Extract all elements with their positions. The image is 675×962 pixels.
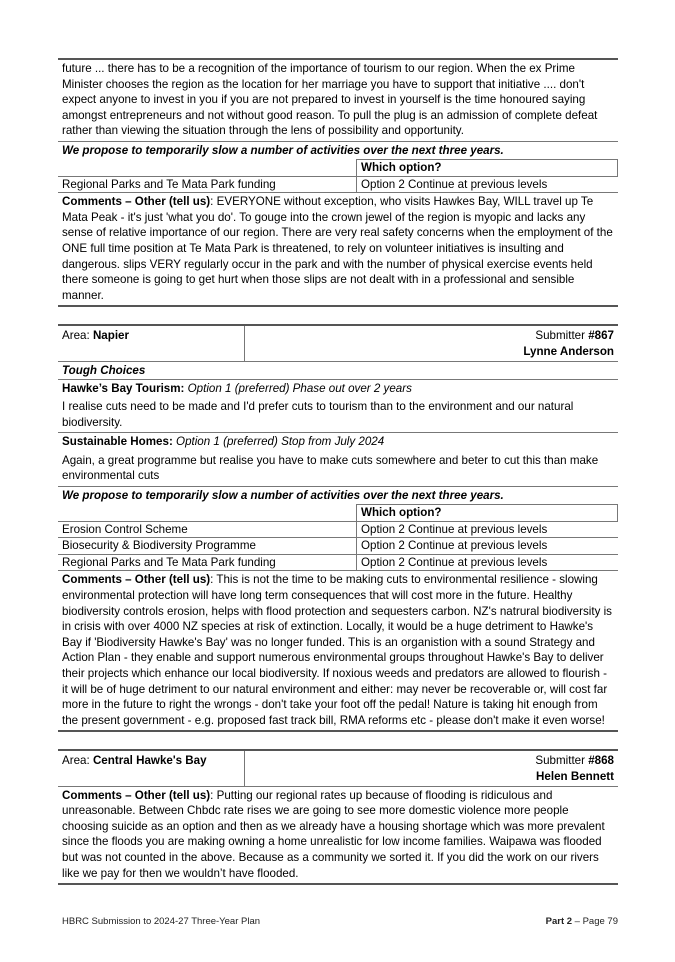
comments-text: : This is not the time to be making cuts to environmental resilience - slowing environmental protection will have long term consequences that will cost more in the future. Healthy biodiversity controls erosion, helps with flood protection and sequesters carbon. NZ's natrural biodiversity is in crisis with over 4000 NZ species at risk of extinction. Locally, it would be a huge detriment to Hawke's Bay if 'Biodiversity Hawke's Bay' was no longer funded. This is an organistion with a sound Strategy and Action Plan - they enable and support numerous environmental groups throughout Hawke's Bay to deliver their projects which enhance our local biodiversity. If noxious weeds and predators are allowed to flourish - it will be of huge detriment to our natural environment and either: may never be recoverable or, will cost far more in the future to right the wrongs - don't take your foot off the pedal! Nature is taking hit enough from the present government - e.g. proposed fast track bill, RMA reforms etc - please don't make it even worse!: [62, 573, 612, 727]
footer-page-number: – Page 79: [572, 916, 618, 927]
activity-cell: Erosion Control Scheme: [58, 521, 357, 538]
homes-label: Sustainable Homes:: [62, 435, 173, 449]
activity-cell: Biosecurity & Biodiversity Programme: [58, 538, 357, 555]
comments-label: Comments – Other (tell us): [62, 788, 211, 802]
table-row: [58, 521, 618, 538]
submitter-number: #868: [588, 754, 614, 768]
options-table-header: [58, 505, 618, 522]
submitter-name: Lynne Anderson: [523, 344, 614, 358]
area-label: Area:: [62, 329, 93, 343]
area-value: Napier: [92, 329, 130, 343]
which-option-header: Which option?: [357, 159, 618, 176]
option-cell: Option 2 Continue at previous levels: [357, 538, 618, 555]
spacer: [58, 307, 618, 324]
submitter-label: Submitter: [535, 329, 589, 343]
submitter-number: #867: [588, 329, 614, 343]
area-cell: [58, 751, 245, 786]
comments-block: [58, 787, 618, 886]
footer-page: [546, 916, 618, 927]
footer-part: Part 2: [545, 916, 573, 927]
option-cell: Option 2 Continue at previous levels: [357, 521, 618, 538]
table-row: [58, 176, 618, 193]
options-table-header: [58, 159, 618, 176]
tourism-label: Hawke’s Bay Tourism:: [62, 381, 185, 395]
submitter-header-868: [58, 751, 618, 786]
spacer: [58, 732, 618, 749]
homes-comment: Again, a great programme but realise you have to make cuts somewhere and beter to cut this than make environmental cuts: [62, 453, 599, 483]
slow-activities-heading: We propose to temporarily slow a number of activities over the next three years.: [62, 489, 504, 503]
comments-block: [58, 571, 618, 732]
tough-choices-heading: Tough Choices: [62, 363, 146, 377]
submitter-row: [58, 751, 618, 786]
slow-activities-heading: We propose to temporarily slow a number of activities over the next three years.: [62, 143, 504, 157]
header-blank-cell: [58, 159, 357, 176]
tourism-comment: I realise cuts need to be made and I'd prefer cuts to tourism than to the environment and our natural biodiversity.: [62, 400, 574, 429]
activity-cell: Regional Parks and Te Mata Park funding: [58, 176, 357, 193]
header-blank-cell: [58, 505, 357, 522]
tourism-option: Option 1 (preferred) Phase out over 2 years: [184, 381, 412, 395]
option-cell: Option 2 Continue at previous levels: [357, 176, 618, 193]
submitter-cell: [245, 751, 619, 786]
table-row: [58, 538, 618, 555]
submitter-name: Helen Bennett: [536, 769, 614, 783]
area-label: Area:: [62, 754, 93, 768]
submitter-header-867: [58, 326, 618, 361]
area-cell: [58, 326, 245, 361]
comments-text: : Putting our regional rates up because of flooding is ridiculous and unreasonable. Between Chbdc rate rises we are going to see more domestic violence more people choosing suicide as an option and then as we already have a housing shortage which was more prevalent since the floods you are making owning a home unrealistic for low income families. Waipawa was flooded but was not counted in the above. Because as a community we sorted it. If you did the work on our rivers like we pay for then we wouldn’t have flooded.: [62, 788, 605, 880]
submitter-cell: [245, 326, 619, 361]
submitter-row: [58, 326, 618, 361]
comments-text: : EVERYONE without exception, who visits Hawkes Bay, WILL travel up Te Mata Peak - it's just 'what you do'. To gouge into the crown jewel of the region is myopic and lacks any sense of relative importance of our region. There are very real safety concerns when the employment of the ONE full time position at Te Mata Park is threatened, to rely on volunteer initiatives is insulting and dangerous. slips VERY regularly occur in the park and with the number of physical exercise events held there someone is going to get hurt when those slips are not dealt with in a professional and sensible manner.: [62, 195, 613, 302]
tourism-choice: [58, 380, 618, 399]
area-value: Central Hawke's Bay: [92, 754, 207, 768]
document-page: [58, 58, 618, 885]
submitter-label: Submitter: [535, 754, 589, 768]
comments-block: [58, 193, 618, 307]
options-table: [58, 159, 618, 193]
option-cell: Option 2 Continue at previous levels: [357, 554, 618, 571]
activity-cell: Regional Parks and Te Mata Park funding: [58, 554, 357, 571]
homes-choice: [58, 433, 618, 452]
homes-option: Option 1 (preferred) Stop from July 2024: [172, 435, 385, 449]
options-table: [58, 504, 618, 571]
which-option-header: Which option?: [357, 505, 618, 522]
comments-label: Comments – Other (tell us): [62, 573, 211, 587]
continuation-text: future ... there has to be a recognition of the importance of tourism to our region. When the ex Prime Minister chooses the region as the location for her marriage you have to support that initiative .... don't expect anyone to invest in you if you are not prepared to invest in yourself is the time honoured saying amongst entrepreneurs and not without good reason. To pull the plug is an admission of complete defeat rather than viewing the situation through the lens of possibility and opportunity.: [62, 62, 598, 138]
table-row: [58, 554, 618, 571]
comments-label: Comments – Other (tell us): [62, 195, 211, 209]
footer-title: HBRC Submission to 2024-27 Three-Year Plan: [62, 916, 261, 927]
